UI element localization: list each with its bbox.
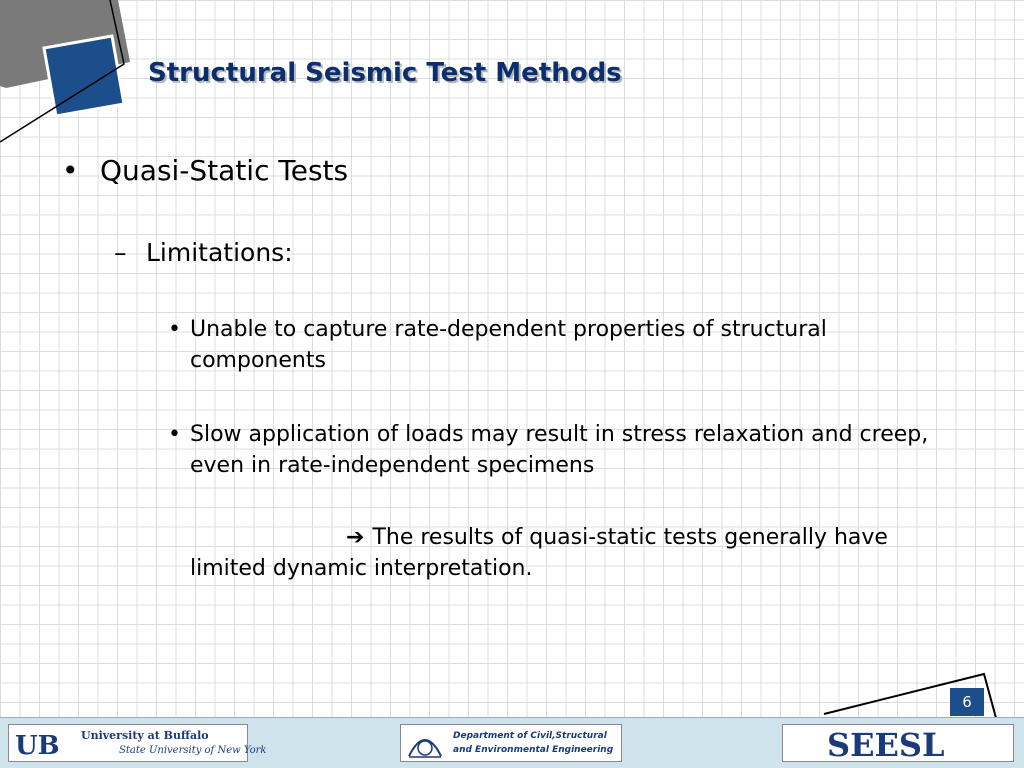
arrow-right-icon: ➔ xyxy=(346,525,365,550)
department-name-line2: and Environmental Engineering xyxy=(453,745,614,755)
svg-text:SEESL: SEESL xyxy=(827,726,945,761)
level1-text: Quasi-Static Tests xyxy=(100,154,349,187)
ub-monogram-icon xyxy=(13,729,75,759)
ub-name: University at Buffalo xyxy=(81,729,209,742)
corner-line xyxy=(0,0,124,142)
footer-bar xyxy=(0,717,1024,768)
slide-title: Structural Seismic Test Methods xyxy=(148,58,622,88)
conclusion-text: The results of quasi-static tests generally have limited dynamic interpretation. xyxy=(190,525,888,581)
department-name-line1: Department of Civil,Structural xyxy=(453,731,607,741)
level2-text: Limitations: xyxy=(146,238,293,267)
slide-number: 6 xyxy=(950,688,984,716)
ub-logo xyxy=(8,724,267,762)
svg-text:UB: UB xyxy=(15,731,60,759)
bullet-dot: • xyxy=(168,317,181,342)
department-logo xyxy=(400,724,622,762)
department-seal-icon xyxy=(405,728,445,760)
bullet-level3-item xyxy=(168,314,958,376)
bullet-dot: • xyxy=(168,422,181,447)
conclusion xyxy=(168,522,958,584)
bullet-level2 xyxy=(114,238,293,267)
bullet-dot: • xyxy=(62,154,79,187)
point-text: Unable to capture rate-dependent properties of structural components xyxy=(190,317,827,373)
blue-square xyxy=(44,36,124,116)
gray-square xyxy=(0,0,130,88)
seesl-logo xyxy=(782,724,1014,762)
dash-marker: – xyxy=(114,238,127,267)
point-text: Slow application of loads may result in stress relaxation and creep, even in rate-independent specimens xyxy=(190,422,929,478)
bullet-level1 xyxy=(62,154,348,187)
seesl-logo-icon xyxy=(823,725,973,761)
bullet-level3-item xyxy=(168,419,958,481)
ub-subtitle: State University of New York xyxy=(119,745,267,756)
